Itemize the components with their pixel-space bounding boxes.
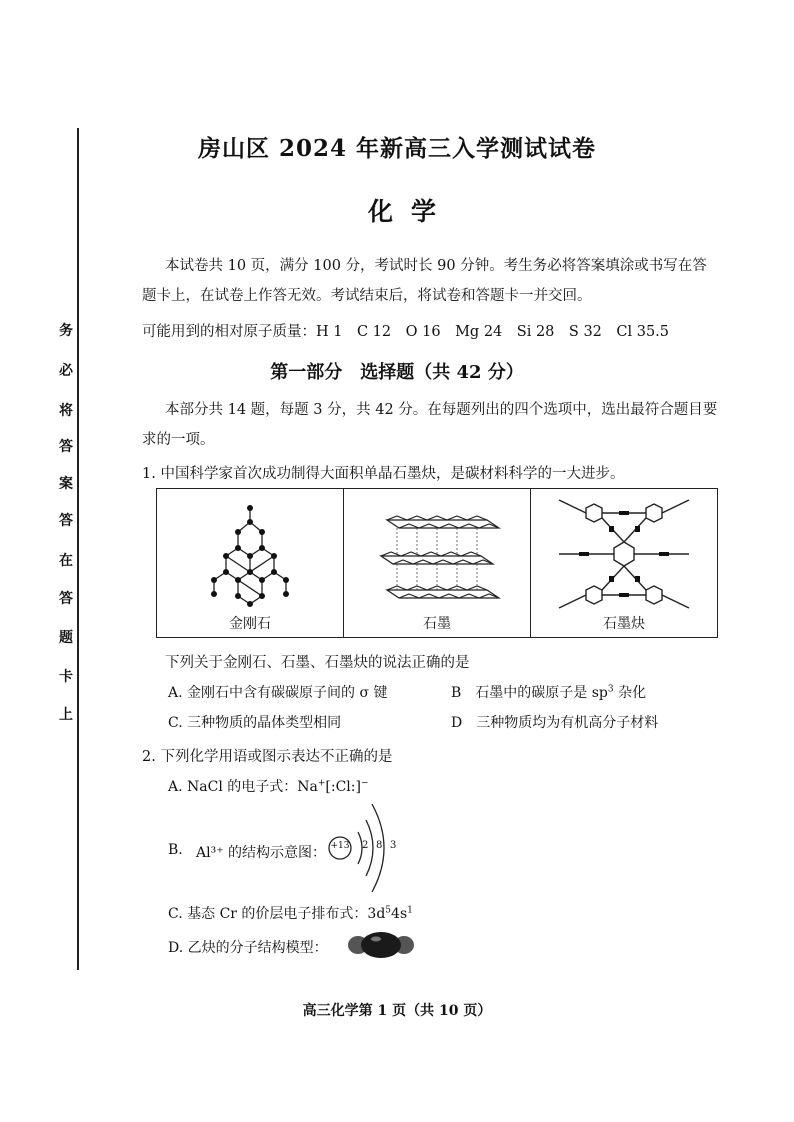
page-footer: 高三化学第 1 页（共 10 页） — [302, 1003, 492, 1019]
q2-option-b-text: Al³⁺ 的结构示意图： — [196, 845, 327, 861]
intro-line-1: 本试卷共 10 页，满分 100 分，考试时长 90 分钟。考生务必将答案填涂或书写在答 — [165, 258, 707, 274]
nucleus-charge: +13 — [330, 841, 350, 851]
graphyne-cell — [531, 489, 718, 638]
q2-option-d-label: D. 乙炔的分子结构模型： — [168, 940, 328, 956]
al-ion-structure-diagram — [326, 798, 416, 894]
q1-figure-table — [156, 488, 718, 638]
section-intro-line-1: 本部分共 14 题，每题 3 分，共 42 分。在每题列出的四个选项中，选出最符合题目要 — [165, 402, 718, 418]
margin-char: 卡 — [59, 669, 73, 685]
graphite-cell — [344, 489, 531, 638]
intro-line-2: 题卡上，在试卷上作答无效。考试结束后，将试卷和答题卡一并交回。 — [142, 288, 592, 304]
margin-char: 答 — [59, 591, 73, 607]
figure-label-graphyne: 石墨炔 — [603, 616, 645, 632]
margin-char: 题 — [59, 630, 73, 646]
margin-char: 答 — [59, 439, 73, 455]
diamond-cell — [157, 489, 344, 638]
diamond-structure-image — [190, 498, 310, 613]
q1-option-b: B 石墨中的碳原子是 $sp^3$ 杂化 — [451, 684, 647, 701]
section-title: 第一部分 选择题（共 42 分） — [270, 362, 524, 383]
margin-char: 在 — [59, 553, 73, 569]
q1-prompt: 下列关于金刚石、石墨、石墨炔的说法正确的是 — [165, 655, 470, 671]
q2-option-a: A. NaCl 的电子式：Na+[:Cl:]− — [168, 778, 369, 795]
subject-title: 化学 — [367, 197, 454, 226]
q2-option-c: C. 基态 Cr 的价层电子排布式：$3d^54s^1$ — [168, 905, 413, 922]
shell-3-electrons: 3 — [390, 840, 397, 851]
graphyne-structure-image — [549, 498, 699, 613]
q2-option-b-label: B. — [168, 842, 183, 858]
q1-stem: 1. 中国科学家首次成功制得大面积单晶石墨炔，是碳材料科学的一大进步。 — [142, 466, 625, 482]
exam-title: 房山区 2024 年新高三入学测试试卷 — [197, 135, 597, 162]
graphite-structure-image — [367, 498, 507, 613]
margin-char: 答 — [59, 513, 73, 529]
q1-option-a: A. 金刚石中含有碳碳原子间的 σ 键 — [168, 685, 388, 701]
nacl-formula: Na+[:Cl:]− — [297, 778, 369, 795]
section-intro-line-2: 求的一项。 — [142, 432, 215, 448]
q1-option-c: C. 三种物质的晶体类型相同 — [168, 715, 342, 731]
acetylene-model-image — [346, 930, 416, 960]
margin-char: 必 — [59, 363, 73, 379]
margin-char: 务 — [59, 323, 73, 339]
q2-stem: 2. 下列化学用语或图示表达不正确的是 — [142, 749, 393, 765]
q1-option-d: D 三种物质均为有机高分子材料 — [451, 715, 659, 731]
shell-1-electrons: 2 — [362, 840, 369, 851]
figure-label-diamond: 金刚石 — [229, 616, 271, 632]
shell-2-electrons: 8 — [376, 840, 383, 851]
margin-char: 将 — [59, 403, 73, 419]
margin-char: 案 — [59, 476, 73, 492]
figure-label-graphite: 石墨 — [423, 616, 451, 632]
atomic-masses: 可能用到的相对原子质量：H 1 C 12 O 16 Mg 24 Si 28 S 32 Cl 35.5 — [142, 324, 670, 340]
binding-line — [77, 128, 79, 970]
margin-char: 上 — [59, 707, 73, 723]
